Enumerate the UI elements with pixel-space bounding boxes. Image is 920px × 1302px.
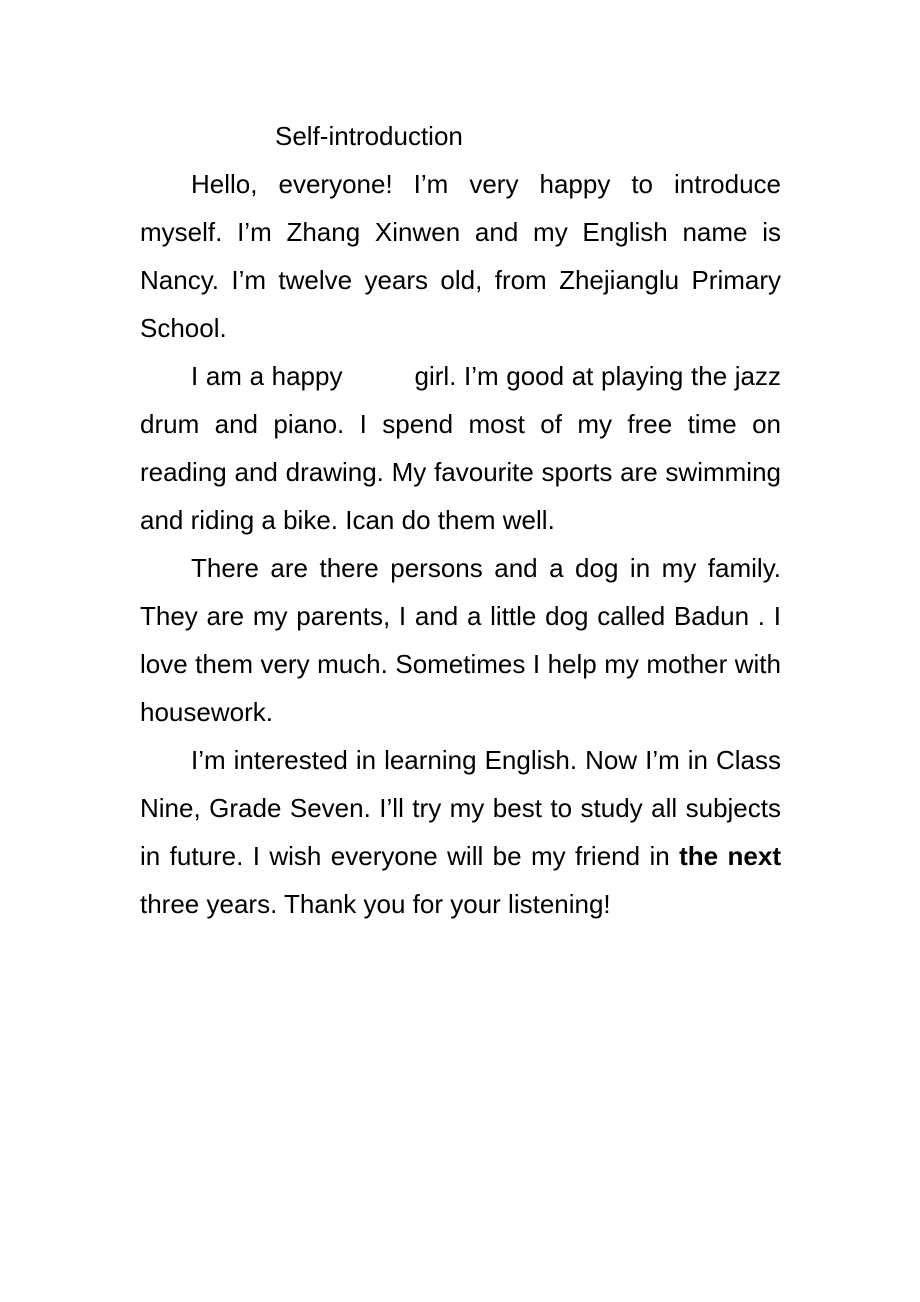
bold-phrase: the next	[679, 841, 781, 871]
paragraph-hobbies-start: I am a happy	[191, 361, 343, 391]
paragraph-hobbies-rest: girl. I’m good at playing the jazz drum and piano. I spend most of my free time on reading and drawing. My favourite sports are swimming and riding a bike. Ican do them well.	[140, 361, 781, 535]
paragraph-closing	[140, 736, 781, 928]
document-body	[140, 112, 781, 928]
paragraph-family-text: There are there persons and a dog in my family. They are my parents, I and a little dog called Badun . I love them very much. Sometimes I help my mother with housework.	[140, 553, 781, 727]
paragraph-closing-start: I’m interested in learning English. Now I’m in Class Nine, Grade Seven. I’ll try my best to study all subjects in future. I wish everyone will be my friend in	[140, 745, 781, 871]
paragraph-greeting	[140, 160, 781, 352]
document-title: Self-introduction	[275, 121, 463, 151]
paragraph-greeting-text: Hello, everyone! I’m very happy to introduce myself. I’m Zhang Xinwen and my English name is Nancy. I’m twelve years old, from Zhejianglu Primary School.	[140, 169, 781, 343]
paragraph-hobbies	[140, 352, 781, 544]
paragraph-family	[140, 544, 781, 736]
paragraph-closing-end: three years. Thank you for your listening!	[140, 889, 611, 919]
